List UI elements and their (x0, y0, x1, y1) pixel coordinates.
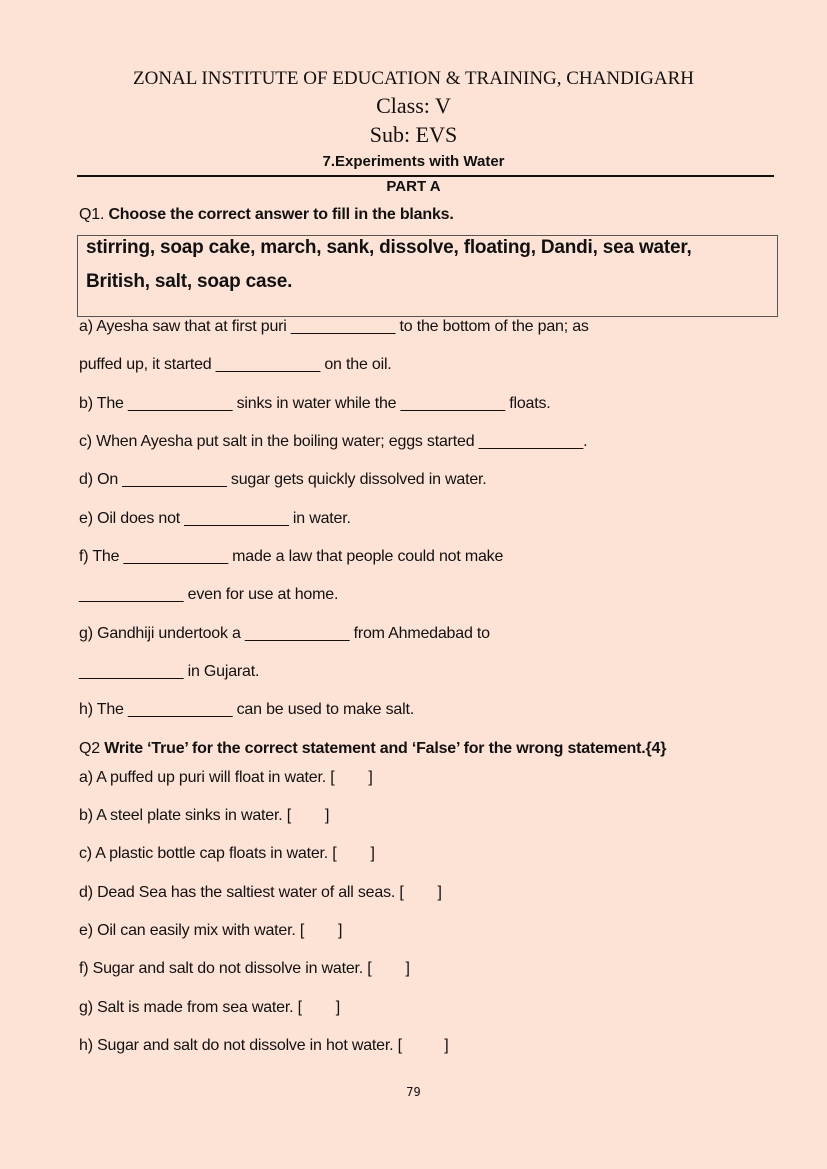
q1-heading (79, 206, 454, 224)
q1-prompt: Choose the correct answer to fill in the blanks. (108, 206, 454, 223)
q1-line: c) When Ayesha put salt in the boiling water; eggs started ____________. (79, 433, 588, 450)
subject-label: Sub: EVS (369, 122, 458, 147)
q2-item: b) A steel plate sinks in water. [ ] (79, 807, 330, 824)
q1-line: h) The ____________ can be used to make salt. (79, 701, 414, 718)
chapter-title: 7.Experiments with Water (322, 153, 505, 170)
word-bank-line: stirring, soap cake, march, sank, dissolve, floating, Dandi, sea water, (86, 237, 692, 258)
q2-item: a) A puffed up puri will float in water. [ ] (79, 769, 373, 786)
q2-number: Q2 (79, 740, 100, 757)
q2-item: c) A plastic bottle cap floats in water. [ ] (79, 845, 375, 862)
q2-heading (79, 740, 666, 758)
q2-item: e) Oil can easily mix with water. [ ] (79, 922, 343, 939)
q2-item: h) Sugar and salt do not dissolve in hot water. [ ] (79, 1037, 449, 1054)
header-divider (77, 175, 774, 177)
q2-item: g) Salt is made from sea water. [ ] (79, 999, 341, 1016)
institute-title: ZONAL INSTITUTE OF EDUCATION & TRAINING, CHANDIGARH (133, 68, 694, 89)
page-number: 79 (406, 1085, 421, 1099)
q1-line: ____________ in Gujarat. (79, 663, 260, 680)
q1-line: f) The ____________ made a law that people could not make (79, 548, 504, 565)
q1-line: ____________ even for use at home. (79, 586, 339, 603)
q2-item: d) Dead Sea has the saltiest water of all seas. [ ] (79, 884, 442, 901)
q1-line: e) Oil does not ____________ in water. (79, 510, 351, 527)
q1-line: d) On ____________ sugar gets quickly dissolved in water. (79, 471, 487, 488)
word-bank-line: British, salt, soap case. (86, 271, 293, 292)
class-label: Class: V (376, 93, 451, 118)
q1-number: Q1. (79, 206, 105, 223)
word-bank-box (77, 235, 778, 317)
q1-line: b) The ____________ sinks in water while the ____________ floats. (79, 395, 551, 412)
part-heading: PART A (386, 178, 441, 195)
q1-line: a) Ayesha saw that at first puri ____________ to the bottom of the pan; as (79, 318, 589, 335)
q2-item: f) Sugar and salt do not dissolve in water. [ ] (79, 960, 410, 977)
q1-line: g) Gandhiji undertook a ____________ from Ahmedabad to (79, 625, 490, 642)
q1-line: puffed up, it started ____________ on the oil. (79, 356, 392, 373)
q2-prompt: Write ‘True’ for the correct statement and ‘False’ for the wrong statement.{4} (104, 740, 667, 757)
